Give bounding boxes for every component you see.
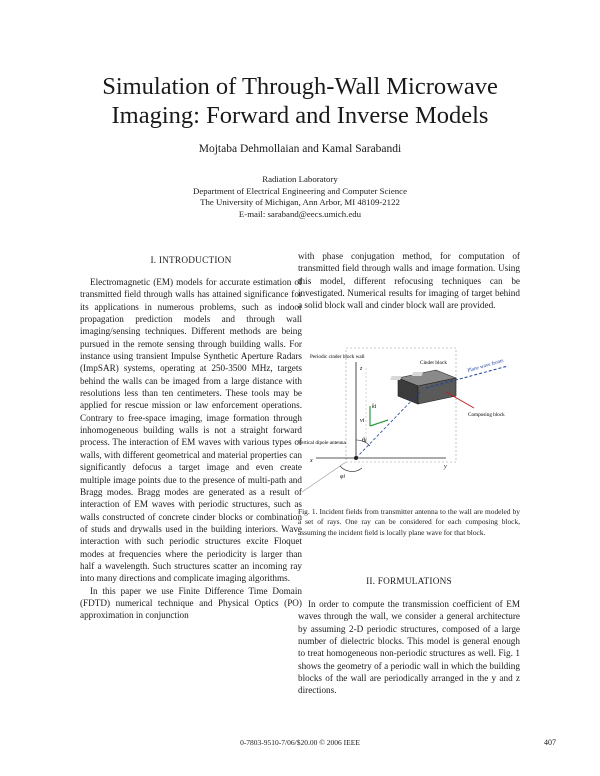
title-line-2: Imaging: Forward and Inverse Models <box>111 102 489 129</box>
label-dipole: Vertical dipole antenna <box>298 440 346 446</box>
affiliation-line: Department of Electrical Engineering and Computer Science <box>193 185 407 196</box>
label-vi: vi <box>360 418 365 424</box>
affiliation-email: E-mail: saraband@eecs.umich.edu <box>238 208 362 219</box>
label-cinder-block: Cinder block <box>420 360 447 366</box>
label-periodic-wall: Periodic cinder block wall <box>310 354 365 360</box>
label-z-axis: z <box>360 366 363 372</box>
wall-geometry-diagram <box>296 342 522 502</box>
section-heading-introduction: I. INTRODUCTION <box>150 256 232 266</box>
formulations-paragraph-1: In order to compute the transmission coefficient of EM waves through the wall, we consider a general architecture by assuming 2-D periodic structures, composed of a large number of dielectric blocks. This model is general enough to treat homogeneous non-periodic structures as well. Fig. 1 shows the geometry of a periodic wall in which the building blocks of the wall are periodically arranged in the y and z directions. <box>298 599 520 696</box>
vi-vector <box>370 420 388 426</box>
ray-line <box>446 392 474 408</box>
cinder-block <box>390 370 456 404</box>
label-x-axis: x <box>310 458 313 464</box>
left-column <box>80 276 302 622</box>
right-column-top <box>298 250 520 312</box>
incident-ray <box>356 392 420 458</box>
affiliation <box>40 174 560 220</box>
label-phi: φi <box>340 474 345 480</box>
right-column-bottom <box>298 598 520 697</box>
phi-arc <box>340 466 362 471</box>
intro-paragraph-1: Electromagnetic (EM) models for accurate estimation of transmitted field through walls has attained significance for its applications in numerous problems, such as indoor propagation prediction models and through wall imaging/sensing techniques. Different methods are being pursued in the remote sensing through building walls. For instance using transient Impulse Synthetic Aperture Radars (ImpSAR) systems, operating at 250-3500 MHz, targets behind the walls can be imaged from a large distance with resolutions less than ten centimeters. These tools may be applied for rescue mission or law enforcement operations. Contrary to free-space imaging, image formation through inhomogeneous building walls is not a straight forward process. The interaction of EM waves with various types of walls, with different geometrical and material properties can significantly defocus a target image and even create multiple image points due to the presence of multi-path and Bragg modes. Bragg modes are generated as a result of interaction of EM waves with periodic structures, such as walls constructed of concrete cinder blocks or combination of studs and drywalls used in the building interiors. Wave interaction with such periodic structures excite Floquet modes at frequencies where the periodicity is larger than half a wavelength. Such structures scatter an incoming ray into many directions and complicate imaging algorithms. <box>80 277 302 584</box>
copyright-footer: 0-7803-9510-7/06/$20.00 © 2006 IEEE <box>240 738 360 747</box>
figure-1-caption: Fig. 1. Incident fields from transmitter antenna to the wall are modeled by a set of rays. One ray can be considered for each composing block, assuming the incident field is locally plane wave for that block. <box>298 507 520 537</box>
affiliation-line: Radiation Laboratory <box>262 174 338 184</box>
section-heading-formulations: II. FORMULATIONS <box>366 577 452 587</box>
title-line-1: Simulation of Through-Wall Microwave <box>102 73 498 100</box>
label-ki: ki <box>372 404 377 410</box>
label-y-axis: y <box>444 464 447 470</box>
affiliation-line: The University of Michigan, Ann Arbor, MI 48109-2122 <box>200 197 400 207</box>
page-number: 407 <box>544 738 556 747</box>
intro-paragraph-2-continued: with phase conjugation method, for computation of transmitted field through walls and image formation. Using this model, different refocusing techniques can be investigated. Numerical results for imaging of target behind a solid block wall and cinder block wall are provided. <box>298 251 520 311</box>
authors: Mojtaba Dehmollaian and Kamal Sarabandi <box>198 143 402 155</box>
paper-title <box>40 72 560 130</box>
label-plane-wave: Plane wave fronts <box>466 357 505 374</box>
figure-1 <box>296 342 522 502</box>
intro-paragraph-2: In this paper we use Finite Difference Time Domain (FDTD) numerical technique and Physical Optics (PO) approximation in conjunction <box>80 585 302 621</box>
dipole-point <box>354 456 358 460</box>
label-theta: θi <box>362 438 367 444</box>
label-composing-block: Composing block <box>468 412 505 418</box>
